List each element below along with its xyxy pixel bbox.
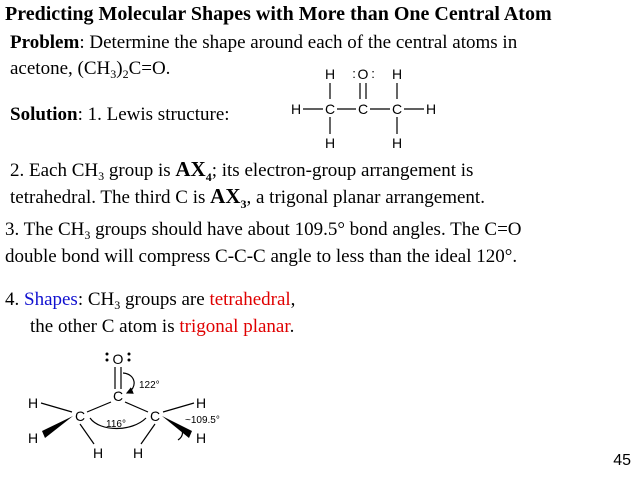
geo-c-left: C (74, 408, 86, 424)
geo-bonds (41, 367, 194, 444)
step2-text-b: group is (104, 160, 176, 181)
solution-line (10, 104, 230, 126)
geo-h-right-bottom: H (195, 430, 207, 446)
geo-h-left-down: H (92, 445, 104, 461)
geo-h-left-bottom: H (27, 430, 39, 446)
lewis-h-top-right: H (391, 66, 403, 82)
geo-c-center: C (112, 388, 124, 404)
step4-line-1 (5, 289, 295, 312)
lewis-h-bottom-right: H (391, 135, 403, 151)
problem-text-1: : Determine the shape around each of the central atoms in (79, 32, 518, 53)
geo-h-right-top: H (195, 395, 207, 411)
lewis-lone-pair-right: : (371, 66, 375, 81)
step2-ax3-sub: 3 (240, 197, 247, 211)
step3-line-2: double bond will compress C-C-C angle to less than the ideal 120°. (5, 246, 518, 267)
step4-text-c: groups are (120, 289, 210, 310)
lewis-c-left: C (324, 101, 336, 117)
lewis-h-left: H (290, 101, 302, 117)
geo-angle-122: 122° (139, 380, 160, 391)
slide-title: Predicting Molecular Shapes with More than One Central Atom (5, 3, 552, 25)
lewis-c-right: C (391, 101, 403, 117)
lewis-structure (283, 64, 443, 152)
step4-shapes-label: Shapes (24, 289, 78, 310)
step4-comma: , (290, 289, 296, 310)
step2-ax4: AX (175, 157, 206, 181)
geo-h-right-down: H (132, 445, 144, 461)
lewis-h-right: H (425, 101, 437, 117)
step4-line-2 (30, 316, 294, 338)
step4-trigonal: trigonal planar (179, 316, 290, 337)
step2-ax4-sub: 4 (205, 170, 212, 184)
solution-label: Solution (10, 104, 78, 125)
solution-colon: : (77, 104, 83, 125)
problem-label: Problem (10, 32, 80, 53)
step3-text-a: 3. The CH (5, 219, 85, 240)
step4-text-a: 4. (5, 289, 24, 310)
geometry-diagram (20, 346, 250, 466)
solution-step1: 1. Lewis structure: (82, 104, 230, 125)
geo-angle-116: 116° (106, 419, 126, 430)
step2-text-line2b: , a trigonal planar arrangement. (246, 187, 485, 208)
step2-ax3: AX (210, 184, 241, 208)
lewis-h-top-left: H (324, 66, 336, 82)
lewis-c-center: C (357, 101, 369, 117)
step2-line-2 (10, 185, 485, 210)
step2-line-1 (10, 158, 473, 183)
problem-text-2c: C=O. (128, 58, 171, 79)
problem-sub-3: 3 (110, 67, 117, 81)
geo-c-right: C (149, 408, 161, 424)
step3-text-b: groups should have about 109.5° bond angles. The C=O (90, 219, 522, 240)
step2-text-line2a: tetrahedral. The third C is (10, 187, 211, 208)
lewis-h-bottom-left: H (324, 135, 336, 151)
geo-h-left-top: H (27, 395, 39, 411)
geo-angle-109: ~109.5° (185, 415, 220, 426)
step2-text-c: ; its electron-group arrangement is (211, 160, 474, 181)
problem-text-2a: acetone, (CH (10, 58, 111, 79)
problem-line-2 (10, 58, 170, 81)
problem-sub-2: 2 (122, 67, 129, 81)
step4-sub-3: 3 (114, 298, 121, 312)
step4-tetrahedral: tetrahedral (209, 289, 291, 310)
step3-line-1 (5, 219, 522, 242)
problem-text-2b: ) (116, 58, 123, 79)
step2-text-a: 2. Each CH (10, 160, 99, 181)
lewis-lone-pair-left: : (352, 66, 356, 81)
lewis-oxygen: O (357, 66, 369, 82)
geo-oxygen: O (112, 351, 124, 367)
step2-sub-3: 3 (98, 169, 105, 183)
step4-text-line2a: the other C atom is (30, 316, 180, 337)
step3-sub-3: 3 (84, 228, 91, 242)
page-number: 45 (613, 452, 631, 469)
step4-text-b: : CH (77, 289, 115, 310)
problem-line-1 (10, 32, 517, 54)
step4-period: . (289, 316, 295, 337)
